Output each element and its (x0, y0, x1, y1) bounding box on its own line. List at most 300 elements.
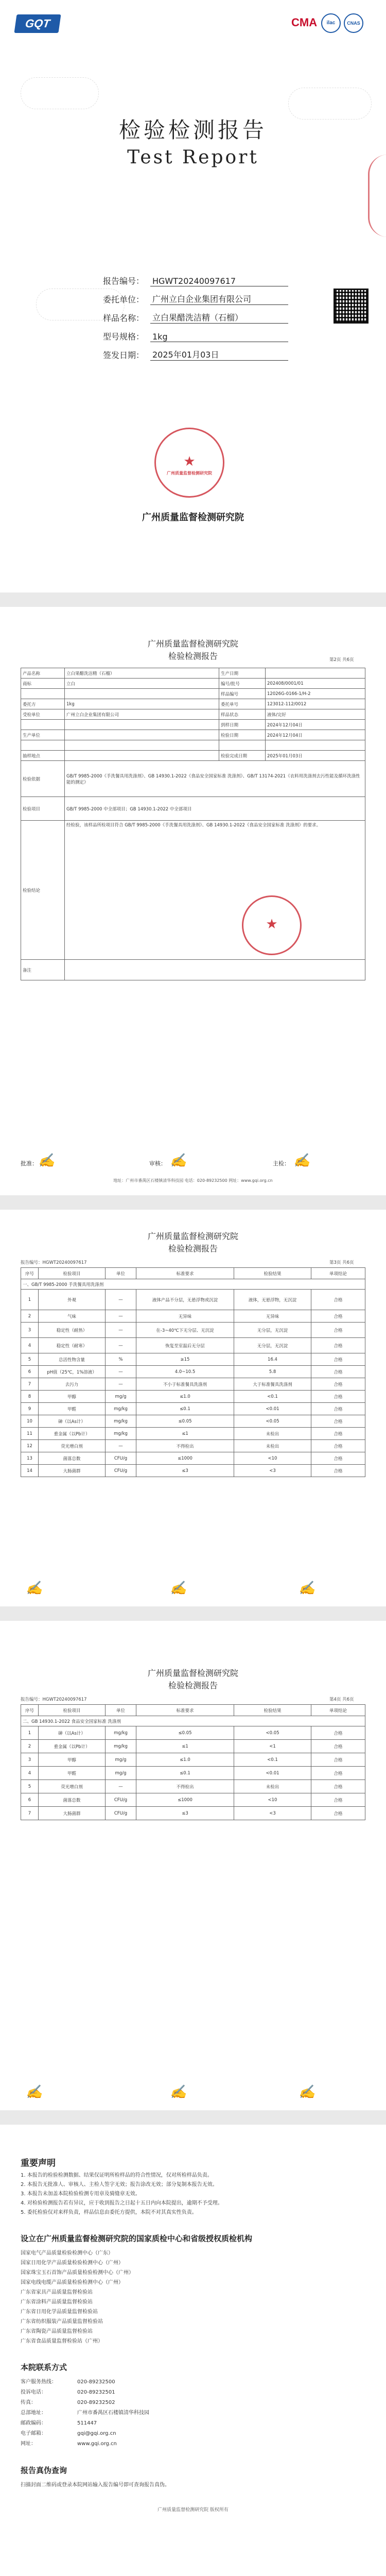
table-row (21, 709, 365, 720)
page-number: 第2页 共6页 (329, 657, 354, 663)
contact-label: 电子邮箱： (21, 2431, 46, 2436)
cell: mg/kg (106, 1726, 136, 1740)
cell: 产品名称 (21, 668, 65, 679)
official-stamp: ★ 广州质量监督检测研究院 (154, 428, 224, 498)
cell: 合格 (311, 1793, 365, 1807)
cell: 受检单位 (21, 709, 65, 720)
signature-image: ✍ (170, 1153, 187, 1168)
cell: 11 (21, 1428, 39, 1440)
cell: 合格 (311, 1378, 365, 1391)
contact-row (21, 2377, 365, 2387)
column-header: 检验项目 (39, 1705, 106, 1716)
signature-row (21, 2084, 365, 2105)
cell: 2 (21, 1310, 39, 1323)
signature-image: ✍ (299, 2084, 315, 2100)
items-text: GB/T 9985-2000 中全部项目；GB 14930.1-2022 中全部项目 (65, 797, 365, 821)
table-row (21, 1403, 365, 1415)
signature-image: ✍ (170, 2084, 187, 2100)
page-separator (0, 1606, 386, 1621)
table-row (21, 1391, 365, 1403)
cell: mg/kg (106, 1428, 136, 1440)
cell: <0.1 (234, 1391, 311, 1403)
table-row (21, 1378, 365, 1391)
table-row (21, 1465, 365, 1477)
table-row (21, 1415, 365, 1428)
cell: 甲醇 (39, 1753, 106, 1767)
issue-date-value: 2025年01月03日 (150, 348, 288, 361)
page-number: 第3页 共6页 (329, 1260, 354, 1265)
qr-code-icon[interactable] (334, 289, 369, 324)
table-row (21, 1428, 365, 1440)
cell (65, 689, 219, 699)
cell (219, 740, 266, 751)
cell: 荧光增白剂 (39, 1440, 106, 1452)
cell: 无分层，无沉淀 (234, 1323, 311, 1338)
table-row (21, 821, 365, 960)
cell: mg/kg (106, 1415, 136, 1428)
basis-label: 检验依据 (21, 761, 65, 797)
cell: 5 (21, 1780, 39, 1793)
remark-text (65, 960, 365, 980)
table-row (21, 1780, 365, 1793)
cell: 202408/0001/01 (266, 679, 365, 689)
cell: 气味 (39, 1310, 106, 1323)
cell: 合格 (311, 1415, 365, 1428)
cell: ≤0.05 (136, 1726, 234, 1740)
table-row (21, 1753, 365, 1767)
section-title: 二、GB 14930.1-2022 食品安全国家标准 洗涤剂 (21, 1716, 365, 1726)
cell: mg/g (106, 1391, 136, 1403)
column-header: 序号 (21, 1268, 39, 1279)
cell: pH值（25℃，1%溶液） (39, 1366, 106, 1378)
cell: 合格 (311, 1452, 365, 1465)
cell: 合格 (311, 1428, 365, 1440)
report-page-3 (0, 1210, 386, 1606)
cell: 未检出 (234, 1440, 311, 1452)
institute-name: 广州质量监督检测研究院 (147, 639, 238, 649)
model-value: 1kg (150, 332, 288, 342)
cell (21, 740, 65, 751)
cell: <0.01 (234, 1767, 311, 1780)
cell: 10 (21, 1415, 39, 1428)
contact-row (21, 2418, 365, 2429)
table-row (21, 1310, 365, 1323)
column-header: 检验项目 (39, 1268, 106, 1279)
verify-text: 扫描封面二维码或登录本院网站输入报告编号即可查询报告真伪。 (21, 2482, 170, 2488)
conclusion-text: 经检验，该样品所检项目符合 GB/T 9985-2000《手洗餐具用洗涤剂》、GB 14930.1-2022《食品安全国家标准 洗涤剂》的要求。 (65, 821, 365, 960)
cover-field-row (103, 286, 288, 305)
cell: — (106, 1440, 136, 1452)
declaration-page (0, 2125, 386, 2576)
table-row (21, 960, 365, 980)
contact-label: 投诉电话： (21, 2389, 46, 2395)
table-row (21, 668, 365, 679)
signature-image: ✍ (293, 1153, 310, 1168)
website-link[interactable]: www.gqi.org.cn (77, 2441, 117, 2447)
cell: 9 (21, 1403, 39, 1415)
list-item: 广东省家具产品质量监督检验站 (21, 2290, 93, 2295)
cell: 6 (21, 1793, 39, 1807)
sample-name-value: 立白果醋洗洁精（石榴） (150, 311, 288, 324)
cover-page (0, 0, 386, 592)
cell: <0.1 (234, 1753, 311, 1767)
table-row (21, 1807, 365, 1820)
cnas-mark: CNAS (344, 13, 363, 33)
cell: <0.05 (234, 1415, 311, 1428)
cell: 外观 (39, 1290, 106, 1310)
cell: CFU/g (106, 1452, 136, 1465)
cell: ≤1000 (136, 1793, 234, 1807)
report-subtitle: 检验检测报告 (168, 1681, 218, 1690)
table-row (21, 1366, 365, 1378)
cell: 总活性物含量 (39, 1353, 106, 1366)
cell: 4.0~10.5 (136, 1366, 234, 1378)
cell: ≤1000 (136, 1452, 234, 1465)
report-subtitle: 检验检测报告 (168, 651, 218, 661)
seam-seal (368, 155, 386, 237)
cell: 13 (21, 1452, 39, 1465)
items-label: 检验项目 (21, 797, 65, 821)
cell: — (106, 1366, 136, 1378)
cell: ≤0.05 (136, 1415, 234, 1428)
signature-row (21, 1153, 365, 1174)
table-row (21, 720, 365, 730)
column-header: 单位 (106, 1268, 136, 1279)
cell: 重金属（以Pb计） (39, 1428, 106, 1440)
cell (65, 751, 219, 761)
cell: ≤3 (136, 1807, 234, 1820)
list-item: 广东省食品质量监督检验站（广州） (21, 2338, 103, 2344)
client-value: 广州立白企业集团有限公司 (150, 293, 288, 305)
cell: 1 (21, 1726, 39, 1740)
contact-row (21, 2387, 365, 2398)
cell: 不得检出 (136, 1780, 234, 1793)
contact-value: 020-89232502 (77, 2400, 115, 2405)
cell: 14 (21, 1465, 39, 1477)
cell: 到样日期 (219, 720, 266, 730)
column-header: 序号 (21, 1705, 39, 1716)
cell: 无异味 (234, 1310, 311, 1323)
declaration-item: 3. 本报告未加盖本院检验检测专用章及骑缝章无效。 (21, 2191, 141, 2197)
cell: 液体/完好 (266, 709, 365, 720)
cell: 甲醛 (39, 1767, 106, 1780)
cell: — (106, 1780, 136, 1793)
report-number: 报告编号：HGWT20240097617 (21, 1697, 87, 1702)
section-row (21, 1716, 365, 1726)
cell (21, 720, 65, 730)
cell: 大于标准餐具洗涤剂 (234, 1378, 311, 1391)
cell: 1kg (65, 699, 219, 709)
cover-field-row (103, 342, 288, 361)
cell: CFU/g (106, 1807, 136, 1820)
cell: ≥15 (136, 1353, 234, 1366)
section-title: 一、GB/T 9985-2000 手洗餐具用洗涤剂 (21, 1279, 365, 1290)
institute-name: 广州质量监督检测研究院 (147, 1668, 238, 1678)
cell: 甲醛 (39, 1403, 106, 1415)
cell: 123012-112/0012 (266, 699, 365, 709)
cell: ≤1.0 (136, 1753, 234, 1767)
cell: 3 (21, 1753, 39, 1767)
cell: <1 (234, 1740, 311, 1753)
cell: 广州立白企业集团有限公司 (65, 709, 219, 720)
page-separator (0, 2110, 386, 2125)
cell: 重金属（以Pb计） (39, 1740, 106, 1753)
cell: 合格 (311, 1310, 365, 1323)
table-header-row (21, 1705, 365, 1716)
page-footer: 地址：广州市番禺区石楼镇清华科技园 电话：020-89232500 网址：www.gqi.org.cn (113, 1178, 273, 1183)
contact-value[interactable]: 020-89232500 (77, 2379, 115, 2385)
column-header: 标准要求 (136, 1268, 234, 1279)
results-table (21, 1704, 365, 1820)
cell: <3 (234, 1465, 311, 1477)
cell: mg/g (106, 1767, 136, 1780)
cell: 4 (21, 1338, 39, 1353)
cell: 合格 (311, 1780, 365, 1793)
cell: 合格 (311, 1465, 365, 1477)
table-row (21, 1323, 365, 1338)
declaration-item: 1. 本报告的检验检测数据、结果仅证明所检样品的符合性情况，仅对所检样品负责。 (21, 2173, 213, 2178)
declaration-list (21, 2171, 365, 2217)
cell: <0.01 (234, 1403, 311, 1415)
cell: 2024年12月04日 (266, 720, 365, 730)
ilac-mark: ilac (321, 13, 341, 33)
cell (21, 689, 65, 699)
sample-info-table (21, 668, 365, 980)
cell: <3 (234, 1807, 311, 1820)
contact-label: 客户服务热线： (21, 2379, 57, 2385)
table-row (21, 761, 365, 797)
cell: 2 (21, 1740, 39, 1753)
report-subtitle: 检验检测报告 (168, 1244, 218, 1253)
declaration-item: 4. 对检验检测报告若有异议，应于收到报告之日起十五日内向本院提出，逾期不予受理。 (21, 2200, 223, 2206)
contact-label: 邮政编码： (21, 2420, 46, 2426)
contact-heading: 本院联系方式 (21, 2363, 67, 2372)
contact-value[interactable]: gqi@gqi.org.cn (77, 2431, 116, 2436)
cell: 菌落总数 (39, 1452, 106, 1465)
cell: 抽样地点 (21, 751, 65, 761)
cell: 4 (21, 1767, 39, 1780)
cell: 生产单位 (21, 730, 65, 740)
tester-label: 主检： (273, 1160, 290, 1167)
cell: 合格 (311, 1353, 365, 1366)
report-page-4 (0, 1621, 386, 2110)
page-number: 第4页 共6页 (329, 1697, 354, 1702)
table-row (21, 689, 365, 699)
cell: mg/kg (106, 1403, 136, 1415)
report-number-value: HGWT20240097617 (150, 276, 288, 286)
cma-mark: CMA (291, 16, 318, 29)
stamp-text: 广州质量监督检测研究院 (167, 471, 212, 476)
cell: CFU/g (106, 1793, 136, 1807)
cell: 合格 (311, 1403, 365, 1415)
column-header: 检验结果 (234, 1705, 311, 1716)
cell: 7 (21, 1807, 39, 1820)
centers-list (21, 2248, 365, 2346)
cell: — (106, 1310, 136, 1323)
contact-row (21, 2408, 365, 2418)
report-number: 报告编号：HGWT20240097617 (21, 1260, 87, 1265)
contact-value[interactable]: 020-89232501 (77, 2389, 115, 2395)
contact-row (21, 2439, 365, 2449)
cell: 液体产品不分层，无悬浮物或沉淀 (136, 1290, 234, 1310)
list-item: 广东省纺织服装产品质量监督检验站 (21, 2319, 103, 2325)
table-row (21, 1726, 365, 1740)
cell: 砷（以As计） (39, 1726, 106, 1740)
table-row (21, 1793, 365, 1807)
list-item: 广东省涂料产品质量监督检验站 (21, 2299, 93, 2305)
cell: 未检出 (234, 1780, 311, 1793)
table-row (21, 1440, 365, 1452)
section-row (21, 1279, 365, 1290)
official-stamp: ★ (242, 895, 302, 955)
contact-row (21, 2398, 365, 2408)
centers-heading: 设立在广州质量监督检测研究院的国家质检中心和省级授权质检机构 (21, 2234, 253, 2243)
declaration-item: 2. 本报告无批准人、审核人、主检人签字无效；报告涂改无效；部分复制本报告无效。 (21, 2182, 218, 2188)
table-row (21, 1452, 365, 1465)
cell: 合格 (311, 1391, 365, 1403)
cell: 合格 (311, 1440, 365, 1452)
table-row (21, 797, 365, 821)
cell: ≤0.1 (136, 1767, 234, 1780)
page-separator (0, 592, 386, 607)
cell: 无异味 (136, 1310, 234, 1323)
cell: 检验完成日期 (219, 751, 266, 761)
signature-row (21, 1581, 365, 1601)
table-header-row (21, 1268, 365, 1279)
cell: 合格 (311, 1726, 365, 1740)
cell: mg/kg (106, 1740, 136, 1753)
cell: 5.8 (234, 1366, 311, 1378)
list-item: 国家日用化学产品质量检验检测中心（广州） (21, 2260, 124, 2266)
table-row (21, 751, 365, 761)
cell: 16.4 (234, 1353, 311, 1366)
page-separator (0, 1195, 386, 1210)
cell: % (106, 1353, 136, 1366)
field-label: 样品名称： (103, 313, 145, 323)
cell: 12026G-0166-1/H-2 (266, 689, 365, 699)
cell: 稳定性（耐热） (39, 1323, 106, 1338)
cell: 8 (21, 1391, 39, 1403)
cell: 合格 (311, 1366, 365, 1378)
cell: 菌落总数 (39, 1793, 106, 1807)
cell: 3 (21, 1323, 39, 1338)
contact-label: 网址： (21, 2441, 36, 2447)
verify-heading: 报告真伪查询 (21, 2466, 67, 2475)
field-label: 签发日期： (103, 350, 145, 360)
cell: 样品编号 (219, 689, 266, 699)
cell: 7 (21, 1378, 39, 1391)
cell: 无分层，无沉淀 (234, 1338, 311, 1353)
cell: 合格 (311, 1807, 365, 1820)
list-item: 国家电线电缆产品质量检验检测中心（广州） (21, 2280, 124, 2285)
cell: 合格 (311, 1323, 365, 1338)
watermark-pattern (21, 77, 99, 109)
signature-image: ✍ (38, 1153, 55, 1168)
table-row (21, 1338, 365, 1353)
remark-label: 备注 (21, 960, 65, 980)
cell: <10 (234, 1793, 311, 1807)
report-title-cn: 检验检测报告 (118, 117, 267, 143)
cell: 样品状态 (219, 709, 266, 720)
cell: 2024年12月04日 (266, 730, 365, 740)
cell: 不小于标准餐具洗涤剂 (136, 1378, 234, 1391)
cell: ≤3 (136, 1465, 234, 1477)
signature-image: ✍ (170, 1581, 187, 1596)
cell: 立白 (65, 679, 219, 689)
column-header: 检验结果 (234, 1268, 311, 1279)
contact-row (21, 2429, 365, 2439)
report-page-2 (0, 607, 386, 1195)
cell: 在-3~40℃下无分层、无沉淀 (136, 1323, 234, 1338)
field-label: 型号规格： (103, 332, 145, 342)
table-row (21, 730, 365, 740)
cell: 恢复至室温后无分层 (136, 1338, 234, 1353)
cell: 大肠菌群 (39, 1807, 106, 1820)
cell: — (106, 1290, 136, 1310)
cell: 合格 (311, 1753, 365, 1767)
cell: 委托方 (21, 699, 65, 709)
cell: CFU/g (106, 1465, 136, 1477)
cell: 5 (21, 1353, 39, 1366)
page-header (0, 1667, 386, 1692)
cell: 编号/批号 (219, 679, 266, 689)
cell: 1 (21, 1290, 39, 1310)
cell (65, 730, 219, 740)
table-row (21, 1740, 365, 1753)
cover-fields (103, 268, 288, 361)
cell: 液体，无悬浮物，无沉淀 (234, 1290, 311, 1310)
cell: 未检出 (234, 1428, 311, 1440)
cell: 荧光增白剂 (39, 1780, 106, 1793)
cell: ≤1.0 (136, 1391, 234, 1403)
cell: <10 (234, 1452, 311, 1465)
table-row (21, 1290, 365, 1310)
page-footer: 广州质量监督检测研究院 版权所有 (157, 2507, 229, 2513)
table-row (21, 1767, 365, 1780)
cell: 12 (21, 1440, 39, 1452)
cell (65, 740, 219, 751)
cell: 不得检出 (136, 1440, 234, 1452)
cell: ≤0.1 (136, 1403, 234, 1415)
cell: — (106, 1378, 136, 1391)
cell: 砷（以As计） (39, 1415, 106, 1428)
approve-label: 批准： (21, 1160, 38, 1167)
issuer-name: 广州质量监督检测研究院 (142, 512, 244, 523)
page-header (0, 1230, 386, 1255)
cell (65, 720, 219, 730)
cell: 生产日期 (219, 668, 266, 679)
cover-field-row (103, 268, 288, 286)
cell: mg/g (106, 1753, 136, 1767)
report-title-en: Test Report (127, 147, 259, 168)
contact-value: 511447 (77, 2420, 97, 2426)
review-label: 审核： (149, 1160, 166, 1167)
field-label: 委托单位： (103, 295, 145, 304)
results-table (21, 1267, 365, 1477)
cell: <0.05 (234, 1726, 311, 1740)
gqt-logo: GQT (14, 14, 61, 33)
cell: ≤1 (136, 1740, 234, 1753)
cell: 委托单号 (219, 699, 266, 709)
declaration-heading: 重要声明 (21, 2158, 56, 2168)
column-header: 单位 (106, 1705, 136, 1716)
cell: 检验日期 (219, 730, 266, 740)
column-header: 标准要求 (136, 1705, 234, 1716)
conclusion-label: 检验结论 (21, 821, 65, 960)
table-row (21, 1353, 365, 1366)
list-item: 广东省日用化学品质量监督检验站 (21, 2309, 98, 2315)
cell: 大肠菌群 (39, 1465, 106, 1477)
